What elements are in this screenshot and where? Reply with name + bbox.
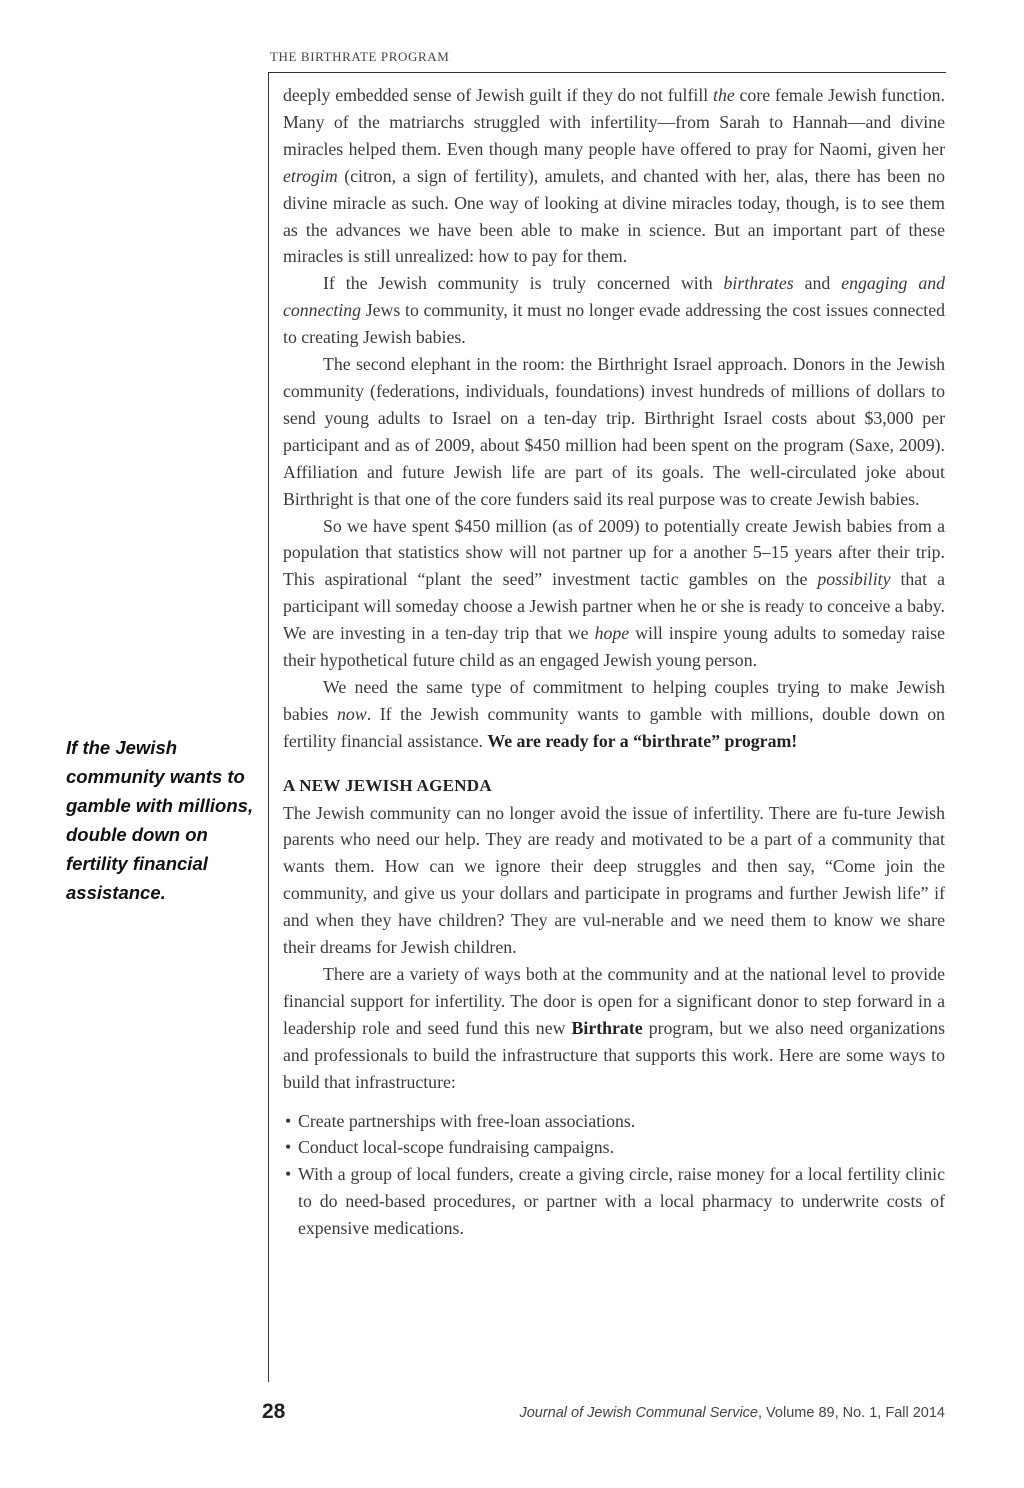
journal-citation: [519, 1405, 945, 1421]
page-number: 28: [262, 1400, 286, 1423]
section-heading: A NEW JEWISH AGENDA: [283, 775, 492, 795]
bullet-icon: •: [285, 1137, 292, 1158]
bullet-list: [283, 1108, 945, 1243]
bullet-icon: •: [285, 1110, 292, 1131]
main-text-column: [283, 82, 945, 1242]
paragraph-7: There are a variety of ways both at the community and at the national level to provide financial support for infertility. The door is open for a significant donor to step forward in a leadership role and seed fund this new Birthrate program, but we also need organizations and professionals to build the infrastructure that supports this work. Here are some ways to build that infrastructure:: [283, 964, 945, 1092]
column-rule: [268, 72, 269, 1382]
list-item: • Create partnerships with free-loan associations.: [283, 1108, 945, 1135]
paragraph-5: We need the same type of commitment to helping couples trying to make Jewish babies now. If the Jewish community wants to gamble with millions, double down on fertility financial assistance. We are ready for a “birthrate” program!: [283, 676, 945, 751]
paragraph-1: deeply embedded sense of Jewish guilt if they do not fulfill the core female Jewish function. Many of the matriarchs struggled with infertility—from Sarah to Hannah—and divine miracles helped them. Even though many people have offered to pray for Naomi, given her etrogim (citron, a sign of fertility), amulets, and chanted with her, alas, there has been no divine miracle as such. One way of looking at divine miracles today, though, is to see them as the advances we have been able to make in science. But an important part of these miracles is still unrealized: how to pay for them.: [283, 85, 945, 267]
list-item: • Conduct local-scope fundraising campaigns.: [283, 1134, 945, 1161]
journal-issue: , Volume 89, No. 1, Fall 2014: [758, 1405, 945, 1421]
list-item: • With a group of local funders, create a giving circle, raise money for a local fertility clinic to do need-based procedures, or partner with a local pharmacy to underwrite costs of expensive medications.: [283, 1161, 945, 1242]
paragraph-2: If the Jewish community is truly concerned with birthrates and engaging and connecting Jews to community, it must no longer evade addressing the cost issues connected to creating Jewish babies.: [283, 273, 945, 348]
paragraph-4: So we have spent $450 million (as of 2009) to potentially create Jewish babies from a population that statistics show will not partner up for a another 5–15 years after their trip. This aspirational “plant the seed” investment tactic gambles on the possibility that a participant will someday choose a Jewish partner when he or she is ready to conceive a baby. We are investing in a ten-day trip that we hope will inspire young adults to someday raise their hypothetical future child as an engaged Jewish young person.: [283, 515, 945, 671]
pull-quote: If the Jewish community wants to gamble with millions, double down on fertility financial assistance.: [66, 737, 254, 903]
bullet-icon: •: [285, 1164, 292, 1185]
paragraph-3: The second elephant in the room: the Birthright Israel approach. Donors in the Jewish community (federations, individuals, foundations) invest hundreds of millions of dollars to send young adults to Israel on a ten-day trip. Birthright Israel costs about $3,000 per participant and as of 2009, about $450 million had been spent on the program (Saxe, 2009). Affiliation and future Jewish life are part of its goals. The well-circulated joke about Birthright is that one of the core funders said its real purpose was to create Jewish babies.: [283, 354, 945, 509]
running-head: THE BIRTHRATE PROGRAM: [270, 49, 450, 64]
emphasis-birthrate-program: We are ready for a “birthrate” program!: [487, 730, 798, 751]
journal-title: Journal of Jewish Communal Service: [519, 1405, 758, 1421]
header-rule: [268, 72, 946, 73]
paragraph-6: The Jewish community can no longer avoid the issue of infertility. There are fu-ture Jewish parents who need our help. They are ready and motivated to be a part of a community that wants them. How can we ignore their deep struggles and then say, “Come join the community, and give us your dollars and participate in programs and further Jewish life” if and when they have children? They are vul-nerable and we need them to know we share their dreams for Jewish children.: [283, 802, 945, 958]
